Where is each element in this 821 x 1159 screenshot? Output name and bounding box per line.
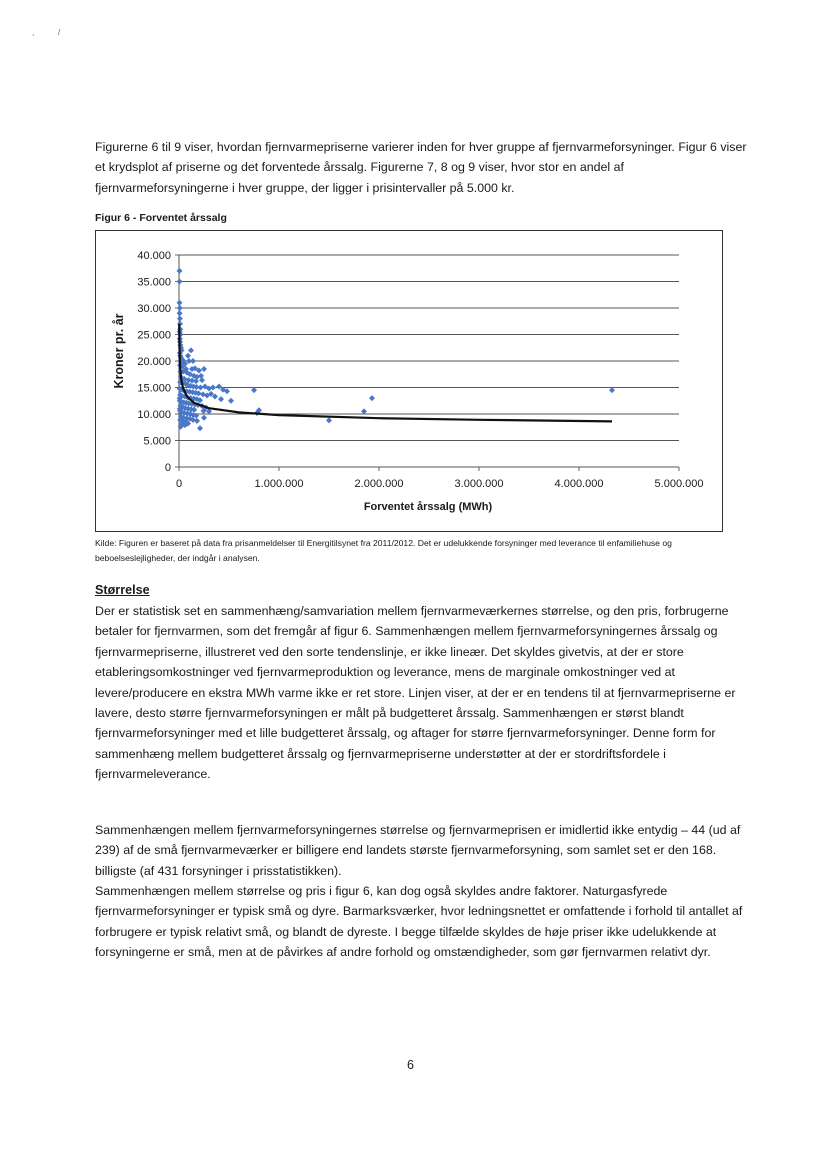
y-tick-label: 35.000 [137, 276, 171, 289]
body-paragraph: Der er statistisk set en sammenhæng/samvariation mellem fjernvarmeværkernes størrelse, og den pris, forbrugerne betaler for fjernvarmen, som det fremgår af figur 6. Sammenhængen mellem fjernvarmeforsyningernes årssalg og fjernvarmepriserne, illustreret ved den sorte tendenslinje, er ikke lineær. Det skyldes givetvis, at der er store etableringsomkostninger ved fjernvarmeproduktion og leverance, mens de marginale omkostninger ved at levere/producere en ekstra MWh varme ikke er ret store. Linjen viser, at der er en tendens til at fjernvarmepriserne er lavere, desto større fjernvarmeforsyningen er målt på budgetteret årssalg. Sammenhængen er størst blandt fjernvarmeforsyninger med et lille budgetteret årssalg, og aftager for større fjernvarmeforsyninger. Denne form for sammenhæng mellem budgetteret årssalg og fjernvarmepriserne understøtter at der er stordriftsfordele i fjernvarmeleverance. [95, 604, 736, 782]
data-point [188, 347, 194, 353]
x-tick-label: 0 [175, 478, 183, 490]
data-point [177, 300, 183, 306]
y-tick-label: 5.000 [143, 435, 171, 448]
source-note: Kilde: Figuren er baseret på data fra prisanmeldelser til Energitilsynet fra 2011/2012. Det er udelukkende forsyninger med leverance til enfamiliehuse og beboelseslejligheder, der indgår i analysen. [95, 538, 672, 563]
figure-box [95, 230, 723, 532]
x-tick-label: 4.000.000 [554, 478, 604, 490]
data-point [185, 353, 191, 359]
x-tick-label: 1.000.000 [254, 478, 304, 490]
data-point [361, 408, 367, 414]
trend-line [179, 324, 612, 422]
scatter-chart [96, 231, 722, 531]
data-point [326, 417, 332, 423]
data-point [198, 385, 204, 391]
point-layer [177, 268, 616, 431]
data-point [609, 387, 615, 393]
data-point [369, 395, 375, 401]
data-point [197, 425, 203, 431]
scan-mark: / [58, 28, 61, 37]
trend-layer [179, 324, 612, 422]
y-tick-label: 30.000 [137, 303, 171, 315]
axis-layer [137, 250, 703, 490]
data-point [190, 358, 196, 364]
data-point [177, 268, 183, 274]
data-point [201, 415, 207, 421]
data-point [201, 366, 207, 372]
data-point [177, 305, 183, 311]
y-tick-label: 15.000 [137, 382, 171, 395]
data-point [177, 279, 183, 285]
x-axis-label: Forventet årssalg (MWh) [363, 501, 493, 513]
y-tick-label: 25.000 [137, 329, 171, 342]
data-point [228, 398, 234, 404]
x-tick-label: 5.000.000 [654, 478, 704, 490]
y-axis-label: Kroner pr. år [112, 313, 126, 389]
page-number: 6 [407, 1058, 414, 1072]
data-point [251, 387, 257, 393]
data-point [177, 316, 183, 322]
body-paragraph: Sammenhængen mellem størrelse og pris i figur 6, kan dog også skyldes andre faktorer. Naturgasfyrede fjernvarmeforsyninger er typisk små og dyre. Barmarksværker, hvor ledningsnettet er omfattende i forhold til antallet af forbrugere er typisk relativt små, og blandt de dyreste. I begge tilfælde skyldes de høje priser ikke udelukkende at forsyningerne er små, men at de påvirkes af andre forhold og omstændigheder, som gør fjernvarmen relativt dyr. [95, 884, 743, 960]
scan-mark: , [32, 28, 35, 37]
y-tick-label: 0 [164, 462, 171, 474]
data-point [193, 378, 199, 384]
data-point [218, 396, 224, 402]
data-point [177, 310, 183, 316]
x-tick-label: 3.000.000 [454, 478, 504, 490]
figure-title: Figur 6 - Forventet årssalg [95, 212, 227, 224]
data-point [199, 377, 205, 383]
y-tick-label: 40.000 [137, 250, 171, 262]
section-heading: Størrelse [95, 583, 150, 597]
body-paragraph: Sammenhængen mellem fjernvarmeforsyningernes størrelse og fjernvarmeprisen er imidlertid ikke entydig – 44 (ud af 239) af de små fjernvarmeværker er billigere end landets største fjernvarmeforsyning, som samlet set er den 168. billigste (af 431 forsyninger i prisstatistikken). [95, 823, 741, 878]
intro-paragraph: Figurerne 6 til 9 viser, hvordan fjernvarmepriserne varierer inden for hver gruppe af fjernvarmeforsyninger. Figur 6 viser et krydsplot af priserne og det forventede årssalg. Figurerne 7, 8 og 9 viser, hvor stor en andel af fjernvarmeforsyningerne i hver gruppe, der ligger i prisintervaller på 5.000 kr. [95, 140, 747, 195]
x-tick-label: 2.000.000 [354, 478, 404, 490]
y-tick-label: 20.000 [137, 356, 171, 368]
y-tick-label: 10.000 [137, 409, 171, 421]
